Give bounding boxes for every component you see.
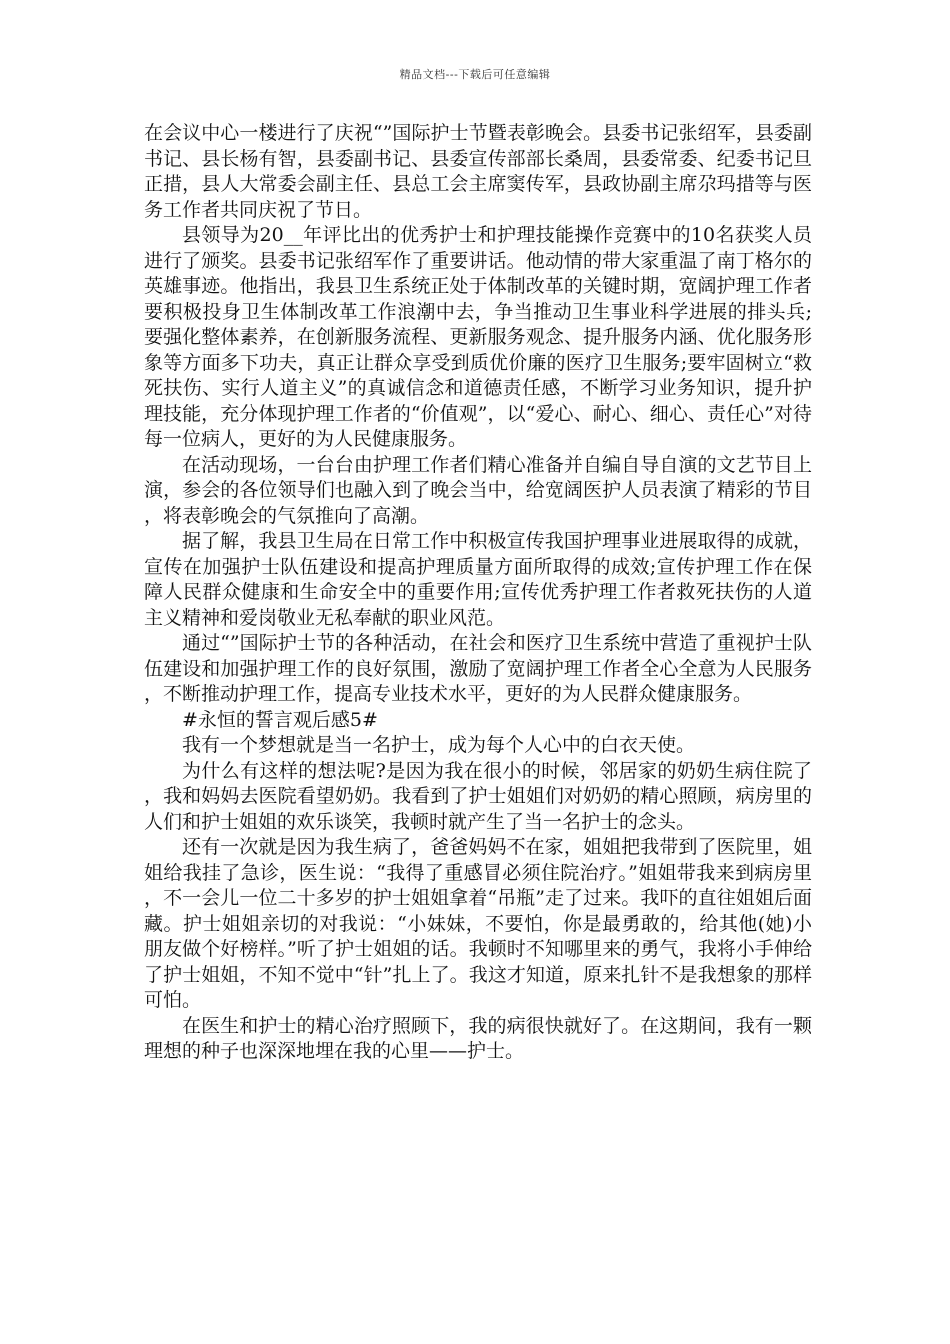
section-heading: #永恒的誓言观后感5# [182, 708, 378, 731]
paragraph: 还有一次就是因为我生病了，爸爸妈妈不在家，姐姐把我带到了医院里，姐姐给我挂了急诊，医生说：“我得了重感冒必须住院治疗。”姐姐带我来到病房里，不一会儿一位二十多岁的护士姐姐拿着“吊瓶”走了过来。我吓的直往姐姐后面藏。护士姐姐亲切的对我说：“小妹妹，不要怕，你是最勇敢的，给其他(她)小朋友做个好榜样。”听了护士姐姐的话。我顿时不知哪里来的勇气，我将小手伸给了护士姐姐，不知不觉中“针”扎上了。我这才知道，原来扎针不是我想象的那样可怕。 [144, 836, 812, 1011]
paragraph: 在医生和护士的精心治疗照顾下，我的病很快就好了。在这期间，我有一颗理想的种子也深深地埋在我的心里——护士。 [144, 1014, 812, 1062]
page-header: 精品文档---下载后可任意编辑 [399, 68, 551, 81]
paragraph: 据了解，我县卫生局在日常工作中积极宣传我国护理事业进展取得的成就，宣传在加强护士队伍建设和提高护理质量方面所取得的成效;宣传护理工作在保障人民群众健康和生命安全中的重要作用;宣传优秀护理工作者救死扶伤的人道主义精神和爱岗敬业无私奉献的职业风范。 [144, 530, 812, 629]
paragraph: 为什么有这样的想法呢?是因为我在很小的时候，邻居家的奶奶生病住院了，我和妈妈去医院看望奶奶。我看到了护士姐姐们对奶奶的精心照顾，病房里的人们和护士姐姐的欢乐谈笑，我顿时就产生了当一名护士的念头。 [144, 759, 812, 833]
paragraph: 县领导为20__年评比出的优秀护士和护理技能操作竞赛中的10名获奖人员进行了颁奖。县委书记张绍军作了重要讲话。他动情的带大家重温了南丁格尔的英雄事迹。他指出，我县卫生系统正处于体制改革的关键时期，宽阔护理工作者要积极投身卫生体制改革工作浪潮中去，争当推动卫生事业科学进展的排头兵;要强化整体素养，在创新服务流程、更新服务观念、提升服务内涵、优化服务形象等方面多下功夫，真正让群众享受到质优价廉的医疗卫生服务;要牢固树立“救死扶伤、实行人道主义”的真诚信念和道德责任感，不断学习业务知识，提升护理技能，充分体现护理工作者的“价值观”，以“爱心、耐心、细心、责任心”对待每一位病人，更好的为人民健康服务。 [144, 224, 812, 450]
paragraph: 在会议中心一楼进行了庆祝“”国际护士节暨表彰晚会。县委书记张绍军，县委副书记、县长杨有智，县委副书记、县委宣传部部长桑周，县委常委、纪委书记旦正措，县人大常委会副主任、县总工会主席窦传军，县政协副主席尕玛措等与医务工作者共同庆祝了节日。 [144, 122, 812, 221]
paragraph: 在活动现场，一台台由护理工作者们精心准备并自编自导自演的文艺节目上演，参会的各位领导们也融入到了晚会当中，给宽阔医护人员表演了精彩的节目，将表彰晚会的气氛推向了高潮。 [144, 453, 812, 527]
paragraph: 我有一个梦想就是当一名护士，成为每个人心中的白衣天使。 [182, 734, 696, 756]
document-body [144, 121, 812, 1065]
paragraph: 通过“”国际护士节的各种活动，在社会和医疗卫生系统中营造了重视护士队伍建设和加强护理工作的良好氛围，激励了宽阔护理工作者全心全意为人民服务，不断推动护理工作，提高专业技术水平，更好的为人民群众健康服务。 [144, 632, 812, 705]
